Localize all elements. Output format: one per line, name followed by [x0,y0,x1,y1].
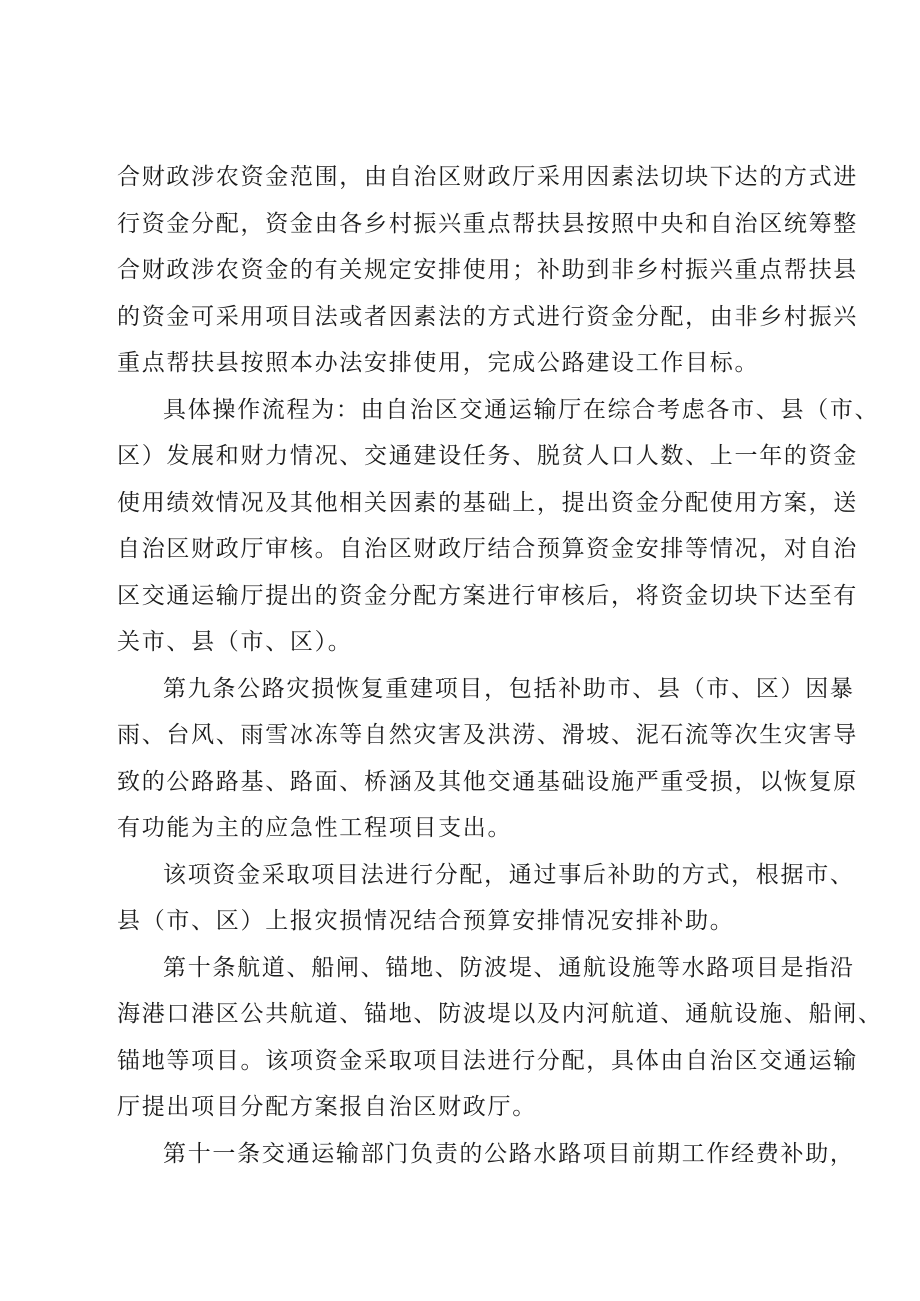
text-line: 锚地等项目。该项资金采取项目法进行分配，具体由自治区交通运输 [117,1047,858,1074]
text-line: 第十一条交通运输部门负责的公路水路项目前期工作经费补助， [163,1140,855,1167]
text-line: 第九条公路灾损恢复重建项目，包括补助市、县（市、区）因暴 [163,675,855,702]
text-line: 自治区财政厅审核。自治区财政厅结合预算资金安排等情况，对自治 [117,536,858,562]
paragraph-2 [117,387,880,666]
text-line: 厅提出项目分配方案报自治区财政厅。 [117,1094,537,1120]
text-line: 合财政涉农资金范围，由自治区财政厅采用因素法切块下达的方式进 [117,164,858,190]
text-line: 具体操作流程为：由自治区交通运输厅在综合考虑各市、县（市、 [163,396,880,423]
paragraph-1 [117,154,858,387]
text-line: 合财政涉农资金的有关规定安排使用；补助到非乡村振兴重点帮扶县 [117,257,858,283]
text-line: 区）发展和财力情况、交通建设任务、脱贫人口人数、上一年的资金 [117,443,858,469]
text-line: 关市、县（市、区）。 [117,629,353,655]
text-line: 海港口港区公共航道、锚地、防波堤以及内河航道、通航设施、船闸、 [117,1001,883,1027]
text-line: 区交通运输厅提出的资金分配方案进行审核后，将资金切块下达至有 [117,582,858,609]
paragraph-3 [117,666,858,852]
paragraph-6 [117,1131,855,1178]
text-line: 有功能为主的应急性工程项目支出。 [117,815,513,841]
text-line: 行资金分配，资金由各乡村振兴重点帮扶县按照中央和自治区统筹整 [117,210,858,237]
text-line: 的资金可采用项目法或者因素法的方式进行资金分配，由非乡村振兴 [117,303,858,330]
paragraph-5 [117,945,883,1131]
text-line: 致的公路路基、路面、桥涵及其他交通基础设施严重受损，以恢复原 [117,768,858,795]
document-body [117,154,883,1177]
text-line: 该项资金采取项目法进行分配，通过事后补助的方式，根据市、 [163,861,855,888]
text-line: 县（市、区）上报灾损情况结合预算安排情况安排补助。 [117,908,735,934]
text-line: 雨、台风、雨雪冰冻等自然灾害及洪涝、滑坡、泥石流等次生灾害导 [117,722,858,748]
text-line: 重点帮扶县按照本办法安排使用，完成公路建设工作目标。 [117,350,760,376]
text-line: 第十条航道、船闸、锚地、防波堤、通航设施等水路项目是指沿 [163,954,855,981]
text-line: 使用绩效情况及其他相关因素的基础上，提出资金分配使用方案，送 [117,489,858,516]
paragraph-4 [117,852,855,945]
